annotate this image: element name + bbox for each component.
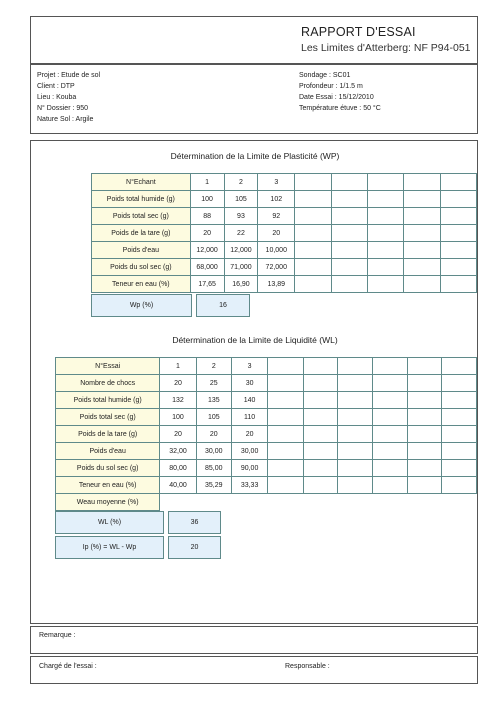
- wp-row-label: N°Echant: [92, 174, 191, 191]
- wl-cell: [442, 426, 477, 443]
- wl-cell: [408, 477, 442, 494]
- wl-cell: [442, 375, 477, 392]
- wl-cell: [268, 426, 303, 443]
- wp-cell: [440, 276, 476, 293]
- wp-cell: 10,000: [258, 242, 295, 259]
- wl-row: [56, 426, 477, 443]
- wl-cell: [372, 409, 407, 426]
- wl-cell: 32,00: [160, 443, 196, 460]
- wl-cell: 30,00: [196, 443, 231, 460]
- wp-cell: [404, 242, 440, 259]
- supervisor-label: Responsable :: [285, 663, 330, 670]
- ip-value: 20: [169, 537, 221, 559]
- wp-cell: [367, 242, 403, 259]
- wp-cell: [440, 242, 476, 259]
- wl-cell: [303, 426, 337, 443]
- wl-cell: [408, 426, 442, 443]
- wp-cell: 1: [190, 174, 224, 191]
- info-file-number: N° Dossier : 950: [37, 105, 89, 112]
- wl-cell: [338, 358, 372, 375]
- project-info: [30, 64, 478, 134]
- wp-cell: 17,65: [190, 276, 224, 293]
- wl-cell: 85,00: [196, 460, 231, 477]
- wl-cell: [408, 460, 442, 477]
- wp-row-label: Poids du sol sec (g): [92, 259, 191, 276]
- project-info-left: [37, 70, 100, 125]
- wl-cell: [338, 392, 372, 409]
- wl-cell: [338, 443, 372, 460]
- wl-cell: [268, 409, 303, 426]
- wl-result: [55, 511, 221, 534]
- wl-cell: 20: [160, 426, 196, 443]
- wp-cell: [367, 174, 403, 191]
- wp-cell: 72,000: [258, 259, 295, 276]
- wp-cell: [367, 276, 403, 293]
- liquidity-table: [55, 357, 477, 511]
- plasticity-section-title: Détermination de la Limite de Plasticité (WP): [170, 151, 340, 161]
- wp-cell: 71,000: [224, 259, 258, 276]
- wl-cell: 135: [196, 392, 231, 409]
- wp-cell: 12,000: [190, 242, 224, 259]
- wp-cell: 16,90: [224, 276, 258, 293]
- info-location: Lieu : Kouba: [37, 94, 77, 101]
- wl-cell: 105: [196, 409, 231, 426]
- wl-cell: 1: [160, 358, 196, 375]
- wp-value: 16: [197, 295, 250, 317]
- wl-row-label: Poids d'eau: [56, 443, 160, 460]
- report-header: [30, 16, 478, 64]
- wp-cell: [331, 225, 367, 242]
- wl-cell: [408, 392, 442, 409]
- wp-row: [92, 259, 477, 276]
- wp-cell: 100: [190, 191, 224, 208]
- wl-cell: 40,00: [160, 477, 196, 494]
- wl-cell: [338, 477, 372, 494]
- wp-cell: 88: [190, 208, 224, 225]
- info-soil-type: Nature Sol : Argile: [37, 116, 94, 123]
- wp-row: [92, 191, 477, 208]
- wp-cell: [295, 259, 331, 276]
- wl-cell: [338, 409, 372, 426]
- wl-row-label: Poids de la tare (g): [56, 426, 160, 443]
- wp-result: [91, 294, 250, 317]
- wp-cell: [331, 174, 367, 191]
- wl-cell: 2: [196, 358, 231, 375]
- wl-cell: [303, 460, 337, 477]
- wp-row-label: Poids total humide (g): [92, 191, 191, 208]
- wp-cell: 2: [224, 174, 258, 191]
- wp-cell: [367, 208, 403, 225]
- wp-row: [92, 208, 477, 225]
- wl-cell: [303, 358, 337, 375]
- wp-cell: 20: [190, 225, 224, 242]
- report-subtitle: Les Limites d'Atterberg: NF P94-051: [301, 42, 471, 54]
- wl-cell: [268, 443, 303, 460]
- wp-cell: 102: [258, 191, 295, 208]
- wp-cell: 93: [224, 208, 258, 225]
- wl-cell: 90,00: [231, 460, 267, 477]
- wp-row-label: Poids total sec (g): [92, 208, 191, 225]
- wp-cell: [404, 191, 440, 208]
- wp-row: [92, 225, 477, 242]
- wp-cell: 92: [258, 208, 295, 225]
- wp-row-label: Teneur en eau (%): [92, 276, 191, 293]
- wp-cell: [331, 191, 367, 208]
- wp-cell: [367, 225, 403, 242]
- wp-row: [92, 242, 477, 259]
- wp-cell: [295, 174, 331, 191]
- wl-row: [56, 392, 477, 409]
- wl-cell: [442, 392, 477, 409]
- wl-row-label: Poids total sec (g): [56, 409, 160, 426]
- operator-label: Chargé de l'essai :: [39, 663, 97, 670]
- wp-cell: [404, 208, 440, 225]
- wl-cell: 25: [196, 375, 231, 392]
- wl-cell: [372, 460, 407, 477]
- wp-cell: [440, 174, 476, 191]
- wl-row: [56, 375, 477, 392]
- remarks-box: [30, 626, 478, 654]
- wp-cell: [295, 191, 331, 208]
- wp-cell: [404, 276, 440, 293]
- wl-cell: 132: [160, 392, 196, 409]
- wp-cell: [367, 191, 403, 208]
- wp-cell: [440, 225, 476, 242]
- wp-cell: [404, 174, 440, 191]
- wp-cell: 20: [258, 225, 295, 242]
- wp-cell: [367, 259, 403, 276]
- wl-row-label: Teneur en eau (%): [56, 477, 160, 494]
- wp-cell: [295, 242, 331, 259]
- wl-row: [56, 443, 477, 460]
- wp-cell: 105: [224, 191, 258, 208]
- wl-cell: [408, 375, 442, 392]
- remark-label: Remarque :: [39, 632, 76, 639]
- wl-cell: 30,00: [231, 443, 267, 460]
- wl-cell: [372, 426, 407, 443]
- wl-row: [56, 460, 477, 477]
- wl-row: [56, 358, 477, 375]
- info-test-date: Date Essai : 15/12/2010: [299, 94, 374, 101]
- wp-cell: 3: [258, 174, 295, 191]
- wl-row-label: Poids total humide (g): [56, 392, 160, 409]
- info-oven-temperature: Température étuve : 50 °C: [299, 105, 381, 112]
- wp-cell: 22: [224, 225, 258, 242]
- wp-cell: [440, 208, 476, 225]
- wl-cell: [268, 358, 303, 375]
- wl-cell: [268, 477, 303, 494]
- wp-cell: [331, 242, 367, 259]
- weau-label: Weau moyenne (%): [56, 494, 160, 511]
- wl-cell: 20: [196, 426, 231, 443]
- wp-cell: [331, 208, 367, 225]
- wl-cell: 140: [231, 392, 267, 409]
- wl-cell: [303, 375, 337, 392]
- wl-cell: [372, 443, 407, 460]
- wp-cell: 13,89: [258, 276, 295, 293]
- wp-row-label: Poids d'eau: [92, 242, 191, 259]
- wl-row-label: N°Essai: [56, 358, 160, 375]
- signature-footer: [30, 656, 478, 684]
- wp-row: [92, 276, 477, 293]
- wl-cell: [442, 477, 477, 494]
- wl-cell: 80,00: [160, 460, 196, 477]
- wl-cell: 30: [231, 375, 267, 392]
- wl-cell: 33,33: [231, 477, 267, 494]
- wp-cell: [295, 225, 331, 242]
- report-title: RAPPORT D'ESSAI: [301, 25, 416, 39]
- wl-cell: 35,29: [196, 477, 231, 494]
- wp-cell: 12,000: [224, 242, 258, 259]
- wl-row: [56, 494, 477, 511]
- ip-result: [55, 536, 221, 559]
- wl-cell: [338, 375, 372, 392]
- ip-label: Ip (%) = WL - Wp: [56, 537, 164, 559]
- wl-cell: 20: [160, 375, 196, 392]
- project-info-right: [299, 70, 381, 114]
- wl-cell: [303, 409, 337, 426]
- wl-cell: [303, 477, 337, 494]
- wp-cell: [404, 225, 440, 242]
- wp-cell: [295, 276, 331, 293]
- wl-cell: [303, 392, 337, 409]
- wp-cell: [404, 259, 440, 276]
- info-client: Client : DTP: [37, 83, 75, 90]
- wl-label: WL (%): [56, 512, 164, 534]
- wl-cell: [442, 460, 477, 477]
- info-project: Projet : Etude de sol: [37, 72, 101, 79]
- wp-cell: [440, 191, 476, 208]
- wl-value: 36: [169, 512, 221, 534]
- wl-cell: 20: [231, 426, 267, 443]
- wl-row: [56, 477, 477, 494]
- wp-cell: [440, 259, 476, 276]
- wp-cell: [331, 259, 367, 276]
- wp-cell: [331, 276, 367, 293]
- wl-cell: [268, 460, 303, 477]
- wl-cell: [372, 375, 407, 392]
- wl-cell: [338, 426, 372, 443]
- wl-cell: [372, 392, 407, 409]
- wl-cell: [372, 477, 407, 494]
- info-borehole: Sondage : SC01: [299, 72, 351, 79]
- wl-cell: [442, 443, 477, 460]
- wl-cell: [372, 358, 407, 375]
- wl-cell: [338, 460, 372, 477]
- wl-cell: [408, 409, 442, 426]
- wl-cell: [268, 375, 303, 392]
- wl-cell: [303, 443, 337, 460]
- plasticity-table: [91, 173, 477, 293]
- wl-cell: 3: [231, 358, 267, 375]
- wl-cell: [408, 443, 442, 460]
- wl-cell: 100: [160, 409, 196, 426]
- wp-row-label: Poids de la tare (g): [92, 225, 191, 242]
- wp-cell: [295, 208, 331, 225]
- wl-cell: [408, 358, 442, 375]
- wl-cell: [442, 409, 477, 426]
- test-results-panel: [30, 140, 478, 624]
- wp-row: [92, 174, 477, 191]
- info-depth: Profondeur : 1/1.5 m: [299, 83, 363, 90]
- wl-row-label: Nombre de chocs: [56, 375, 160, 392]
- wl-cell: [442, 358, 477, 375]
- liquidity-section-title: Détermination de la Limite de Liquidité (WL): [172, 335, 338, 345]
- wl-cell: 110: [231, 409, 267, 426]
- wp-cell: 68,000: [190, 259, 224, 276]
- wl-cell: [268, 392, 303, 409]
- wp-label: Wp (%): [92, 295, 192, 317]
- wl-row: [56, 409, 477, 426]
- wl-row-label: Poids du sol sec (g): [56, 460, 160, 477]
